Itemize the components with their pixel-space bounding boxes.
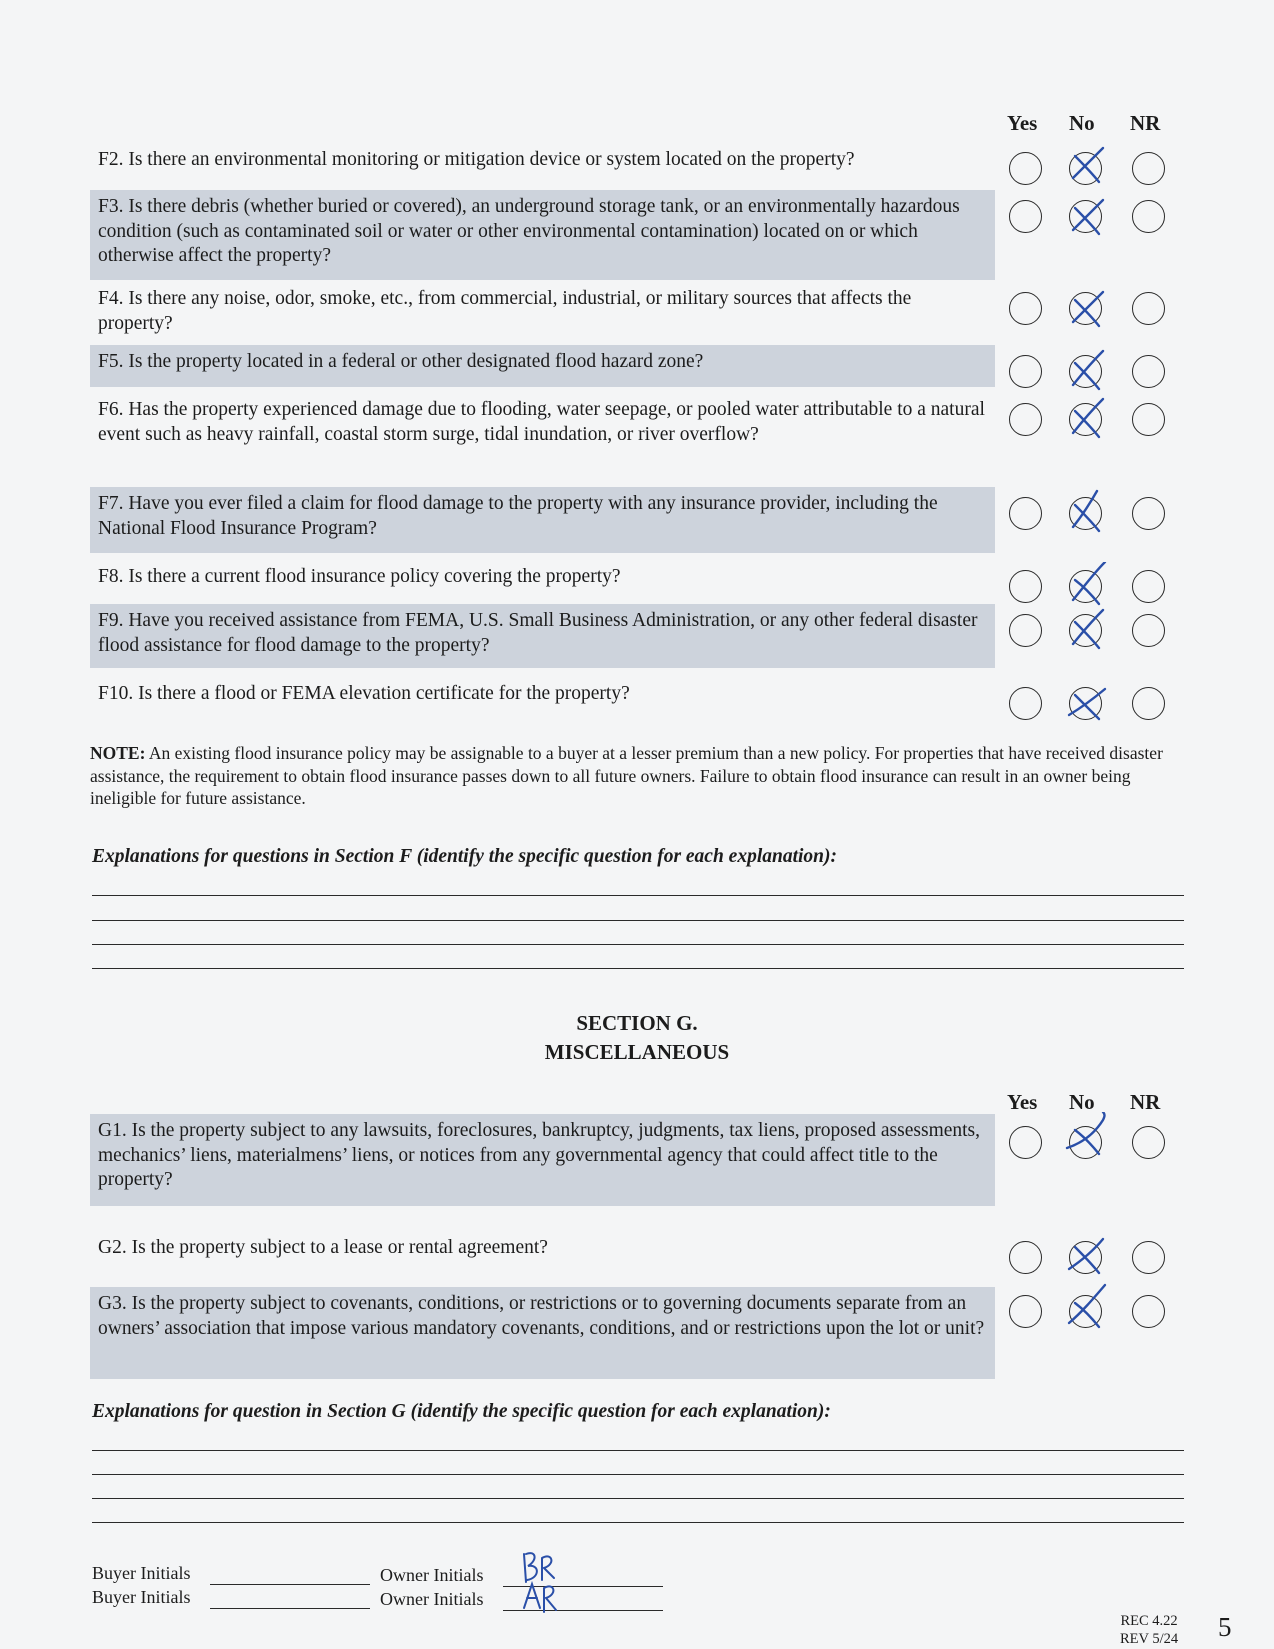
question-g1: G1. Is the property subject to any lawsuits, foreclosures, bankruptcy, judgments, tax liens, proposed assessments, mechanics’ liens, materialmens’ liens, or notices from any governmental agency that could affect title to the property? (90, 1114, 995, 1206)
owner-initials-signature-2 (520, 1580, 564, 1616)
section-f-explanation-line-1[interactable] (92, 895, 1184, 896)
question-f7: F7. Have you ever filed a claim for flood damage to the property with any insurance provider, including the National Flood Insurance Program? (90, 487, 995, 553)
f4-nr-radio[interactable] (1132, 292, 1165, 325)
section-f-explanation-line-4[interactable] (92, 968, 1184, 969)
g1-no-check-mark (1063, 1112, 1109, 1158)
f10-no-check-mark (1063, 679, 1109, 725)
question-f10: F10. Is there a flood or FEMA elevation certificate for the property? (98, 683, 630, 704)
note-label: NOTE: (90, 743, 146, 763)
question-f4: F4. Is there any noise, odor, smoke, etc., from commercial, industrial, or military sources that affects the property? (98, 288, 912, 334)
f4-no-check-mark (1063, 286, 1109, 332)
form-revision-date: REV 5/24 (1120, 1631, 1179, 1647)
owner-initials-label-1: Owner Initials (380, 1565, 484, 1585)
f6-yes-radio[interactable] (1009, 403, 1042, 436)
g3-nr-radio[interactable] (1132, 1295, 1165, 1328)
f8-yes-radio[interactable] (1009, 570, 1042, 603)
f7-yes-radio[interactable] (1009, 497, 1042, 530)
question-f5: F5. Is the property located in a federal or other designated flood hazard zone? (90, 345, 995, 387)
section-g-subtitle: MISCELLANEOUS (544, 1040, 730, 1064)
f8-nr-radio[interactable] (1132, 570, 1165, 603)
question-g2: G2. Is the property subject to a lease or rental agreement? (98, 1237, 548, 1258)
f3-yes-radio[interactable] (1009, 200, 1042, 233)
f8-no-check-mark (1063, 562, 1109, 608)
owner-initials-label-2: Owner Initials (380, 1589, 484, 1609)
f9-no-check-mark (1063, 606, 1109, 652)
f7-nr-radio[interactable] (1132, 497, 1165, 530)
buyer-initials-field-1[interactable] (210, 1584, 370, 1585)
f9-nr-radio[interactable] (1132, 614, 1165, 647)
g2-nr-radio[interactable] (1132, 1241, 1165, 1274)
buyer-initials-label-1: Buyer Initials (92, 1563, 191, 1583)
f10-yes-radio[interactable] (1009, 687, 1042, 720)
g-col-header-nr: NR (1130, 1090, 1161, 1114)
g3-no-check-mark (1063, 1283, 1109, 1329)
g1-nr-radio[interactable] (1132, 1126, 1165, 1159)
question-f8: F8. Is there a current flood insurance policy covering the property? (98, 566, 621, 587)
section-g-explanation-line-4[interactable] (92, 1522, 1184, 1523)
buyer-initials-label-2: Buyer Initials (92, 1587, 191, 1607)
question-f2: F2. Is there an environmental monitoring or mitigation device or system located on the property? (98, 149, 855, 170)
buyer-initials-field-2[interactable] (210, 1608, 370, 1609)
col-header-yes: Yes (1007, 111, 1038, 135)
question-f6: F6. Has the property experienced damage due to flooding, water seepage, or pooled water attributable to a natural event such as heavy rainfall, coastal storm surge, tidal inundation, or river overflow? (98, 399, 985, 445)
question-f9: F9. Have you received assistance from FEMA, U.S. Small Business Administration, or any other federal disaster flood assistance for flood damage to the property? (90, 604, 995, 668)
f2-yes-radio[interactable] (1009, 152, 1042, 185)
section-f-explanation-line-3[interactable] (92, 944, 1184, 945)
g2-yes-radio[interactable] (1009, 1241, 1042, 1274)
section-g-explanations-title: Explanations for question in Section G (identify the specific question for each explanation): (92, 1401, 831, 1422)
question-f3: F3. Is there debris (whether buried or covered), an underground storage tank, or an environmentally hazardous condition (such as contaminated soil or water or other environmental contamination) located on or which otherwise affect the property? (90, 190, 995, 280)
form-revision (1120, 1612, 1178, 1648)
f10-nr-radio[interactable] (1132, 687, 1165, 720)
f2-nr-radio[interactable] (1132, 152, 1165, 185)
f5-no-check-mark (1063, 347, 1109, 393)
f5-nr-radio[interactable] (1132, 355, 1165, 388)
note-text: An existing flood insurance policy may be assignable to a buyer at a lesser premium than a new policy. For properties that have received disaster assistance, the requirement to obtain flood insurance passes down to all future owners. Failure to obtain flood insurance can result in an owner being ineligible for future assistance. (90, 743, 1163, 808)
section-g-title: SECTION G. (576, 1011, 698, 1035)
g-col-header-yes: Yes (1007, 1090, 1038, 1114)
f6-no-check-mark (1063, 395, 1109, 441)
f3-no-check-mark (1063, 194, 1109, 240)
section-f-explanations-title: Explanations for questions in Section F (identify the specific question for each explanation): (92, 846, 838, 867)
section-g-explanation-line-3[interactable] (92, 1498, 1184, 1499)
flood-insurance-note (90, 742, 1180, 810)
page-number: 5 (1218, 1612, 1232, 1642)
section-g-explanation-line-2[interactable] (92, 1474, 1184, 1475)
g2-no-check-mark (1063, 1231, 1109, 1277)
form-code: REC 4.22 (1120, 1613, 1178, 1629)
f5-yes-radio[interactable] (1009, 355, 1042, 388)
col-header-no: No (1069, 111, 1095, 135)
section-f-explanation-line-2[interactable] (92, 920, 1184, 921)
f2-no-check-mark (1063, 144, 1109, 190)
section-g-explanation-line-1[interactable] (92, 1450, 1184, 1451)
question-g3: G3. Is the property subject to covenants, conditions, or restrictions or to governing documents separate from an owners’ association that impose various mandatory covenants, conditions, and or restrictions upon the lot or unit? (90, 1287, 995, 1379)
f3-nr-radio[interactable] (1132, 200, 1165, 233)
f9-yes-radio[interactable] (1009, 614, 1042, 647)
f7-no-check-mark (1063, 489, 1109, 535)
g1-yes-radio[interactable] (1009, 1126, 1042, 1159)
f6-nr-radio[interactable] (1132, 403, 1165, 436)
g-col-header-no: No (1069, 1090, 1095, 1114)
f4-yes-radio[interactable] (1009, 292, 1042, 325)
col-header-nr: NR (1130, 111, 1161, 135)
g3-yes-radio[interactable] (1009, 1295, 1042, 1328)
